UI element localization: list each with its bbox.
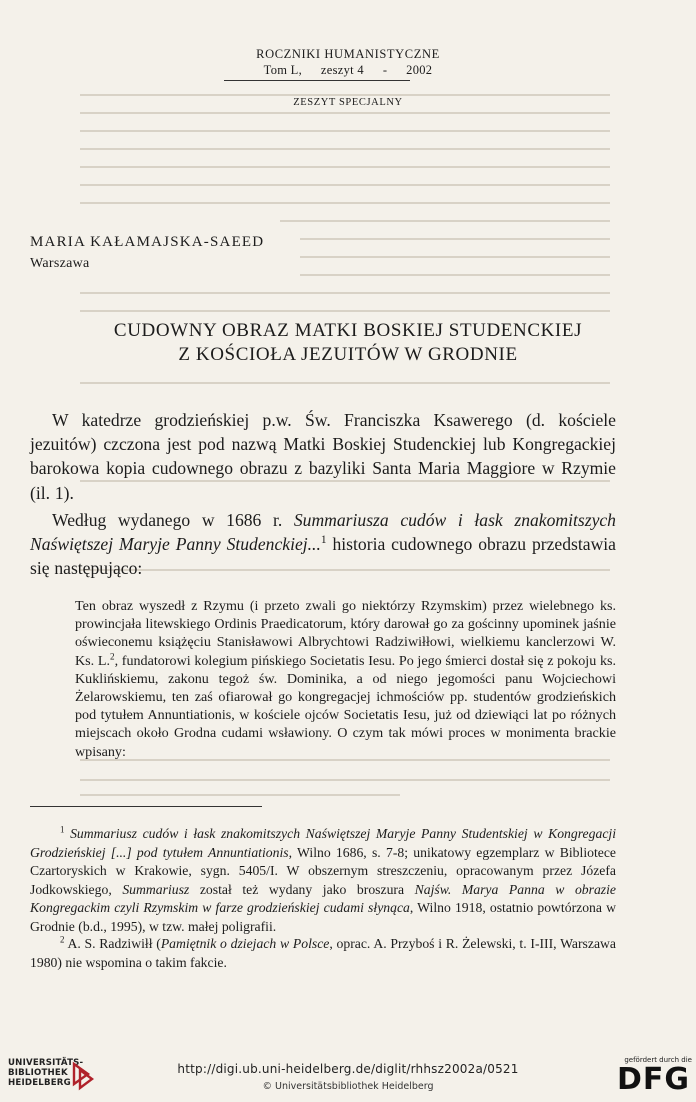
footnote-1-text-c: , Wilno 1918, ostatnio powtórzona w Grodnie (b.d., 1995), w tzw. małej poligrafii.: [30, 900, 616, 934]
footnote-1-italic: Summariusz cudów i łask znakomitszych Naświętszej Maryje Panny Studentskiej w Kongregacji Grodzieńskiej [...] pod tytułem Annuntiationis: [30, 826, 616, 860]
journal-title: ROCZNIKI HUMANISTYCZNE: [256, 47, 440, 61]
body-paragraph-1: W katedrze grodzieńskiej p.w. Św. Franciszka Ksawerego (d. kościele jezuitów) czczona jest pod nazwą Matki Boskiej Studenckiej lub Kongregackiej barokowa kopia cudownego obrazu z bazyliki Santa Maria Maggiore w Rzymie (il. 1).: [30, 410, 616, 503]
volume-number: Tom L,: [263, 63, 303, 77]
copyright-notice: © Universitätsbibliothek Heidelberg: [262, 1081, 434, 1092]
digital-object-link[interactable]: http://digi.ub.uni-heidelberg.de/diglit/rhhsz2002a/0521: [177, 1062, 519, 1076]
footnote-1-italic-2: Summariusz: [122, 881, 190, 897]
footnote-separator: [30, 806, 262, 807]
p2-text-end: historia cudownego obrazu przedstawia się następująco:: [30, 534, 616, 579]
dfg-logo-text: DFG: [616, 1062, 690, 1097]
header-rule: [224, 80, 410, 81]
volume-year: 2002: [406, 63, 433, 77]
body-paragraph-2: [30, 508, 616, 581]
volume-dash: -: [382, 63, 388, 77]
funding-label: gefördert durch die: [624, 1056, 692, 1064]
footnote-2-number: 2: [60, 934, 65, 945]
footnote-1-text-b: został też wydany jako broszura: [199, 881, 405, 897]
author-name: MARIA KAŁAMAJSKA-SAEED: [30, 234, 265, 250]
volume-line: [0, 63, 696, 78]
footnote-2-italic: Pamiętnik o dziejach w Polsce: [160, 936, 330, 951]
author-city: Warszawa: [30, 256, 90, 271]
footnote-1-italic-3: Najśw. Marya Panna w obrazie Kongregackim czyli Rzymskim w farze grodzieńskiej cudami słynąca: [30, 881, 617, 916]
p2-text-start: Według wydanego w 1686 r.: [52, 510, 283, 530]
dfg-logo: [612, 1064, 690, 1096]
quote-text-a: Ten obraz wyszedł z Rzymu (i przeto zwali go niektórzy Rzymskim) przez wielebnego ks. prowincjała litewskiego Ordinis Praedicatorum, który darował go za gościnny upominek jaśnie oświeconemu książęciu Stanisławowi Albrychtowi Radziwiłłowi, wielkiemu kanclerzowi W. Ks. L.: [75, 598, 616, 669]
library-logo-text: UNIVERSITÄTS- BIBLIOTHEK HEIDELBERG: [8, 1058, 84, 1088]
block-quote: [75, 597, 616, 761]
p2-italic-title: Summariusza cudów i łask znakomitszych Naświętszej Maryje Panny Studenckiej...: [30, 510, 616, 555]
footnote-1-number: 1: [60, 824, 65, 835]
article-title-line-1: CUDOWNY OBRAZ MATKI BOSKIEJ STUDENCKIEJ: [113, 320, 583, 341]
footnote-1-text-a: , Wilno 1686, s. 7-8; unikatowy egzemplarz w Bibliotece Czartoryskich w Krakowie, sygn. 5405/I. W obszernym streszczeniu, opracowanym przez Józefa Jodkowskiego,: [30, 844, 616, 897]
footnote-1: [30, 825, 616, 937]
footnote-ref-1[interactable]: 1: [320, 534, 327, 547]
special-issue-label: ZESZYT SPECJALNY: [293, 97, 403, 108]
footnote-2-text-b: , oprac. A. Przyboś i R. Żelewski, t. I-III, Warszawa 1980) nie wspomina o takim fakcie.: [30, 936, 616, 970]
quote-text-b: , fundatorowi kolegium pińskiego Societatis Iesu. Po jego śmierci dostał się z pokoju ks. Kuklińskiemu, zakonu tegoż św. Dominika, a od niego jegomości panu Wojciechowi Żelarowskiemu, ten zaś ofiarował go kongregacjej ichmościów pp. studentów grodzieńskich pod tytułem Annuntiationis, w kościele ojców Societatis Iesu, już od dziewiąci lat po różnych miejscach około Grodna cudami wsławiony. O czym tak mówi proces w monimenta brackie wpisany:: [75, 652, 616, 760]
issue-number: zeszyt 4: [320, 63, 364, 77]
footnote-ref-2[interactable]: 2: [110, 650, 115, 661]
footnote-2-text-a: A. S. Radziwiłł (: [67, 936, 161, 951]
article-title-line-2: Z KOŚCIOŁA JEZUITÓW W GRODNIE: [178, 344, 518, 365]
footnote-2: [30, 935, 616, 972]
